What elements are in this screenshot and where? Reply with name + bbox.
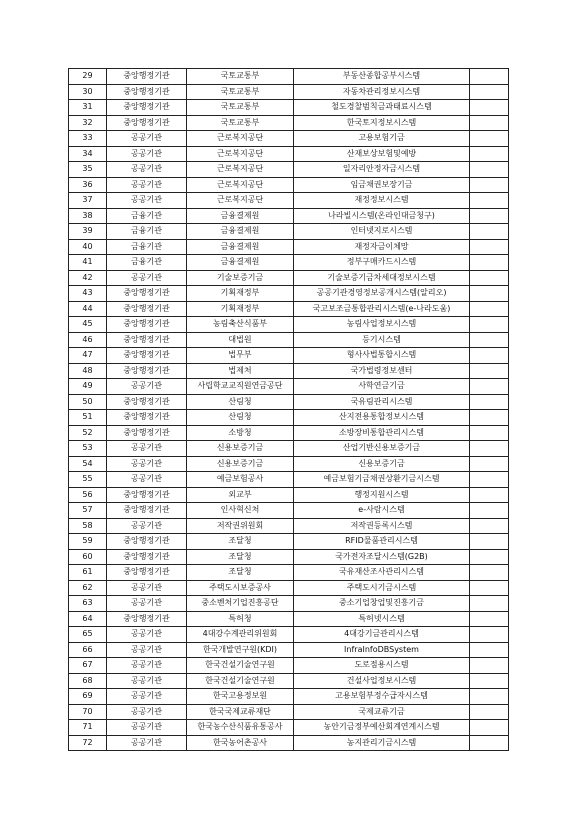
empty-cell	[470, 720, 509, 736]
empty-cell	[470, 177, 509, 193]
empty-cell	[470, 239, 509, 255]
empty-cell	[470, 518, 509, 534]
organization-cell: 신용보증기금	[187, 456, 294, 472]
organization-cell: 신용보증기금	[187, 441, 294, 457]
row-number-cell: 64	[69, 611, 107, 627]
empty-cell	[470, 224, 509, 240]
table-row	[69, 487, 509, 503]
row-number-cell: 55	[69, 472, 107, 488]
agency-type-cell: 공공기관	[107, 162, 187, 178]
organization-cell: 기술보증기금	[187, 270, 294, 286]
row-number-cell: 47	[69, 348, 107, 364]
agency-type-cell: 중앙행정기관	[107, 69, 187, 85]
row-number-cell: 63	[69, 596, 107, 612]
row-number-cell: 35	[69, 162, 107, 178]
organization-cell: 국토교통부	[187, 100, 294, 116]
system-name-cell: 정부구매카드시스템	[294, 255, 470, 271]
agency-type-cell: 중앙행정기관	[107, 549, 187, 565]
agency-type-cell: 중앙행정기관	[107, 503, 187, 519]
empty-cell	[470, 565, 509, 581]
table-row	[69, 348, 509, 364]
row-number-cell: 44	[69, 301, 107, 317]
agency-type-cell: 공공기관	[107, 704, 187, 720]
table-row	[69, 162, 509, 178]
table-row	[69, 317, 509, 333]
system-name-cell: 국고보조금통합관리시스템(e-나라도움)	[294, 301, 470, 317]
system-name-cell: 산재보상보험및예방	[294, 146, 470, 162]
row-number-cell: 42	[69, 270, 107, 286]
row-number-cell: 38	[69, 208, 107, 224]
table-row	[69, 425, 509, 441]
table-row	[69, 131, 509, 147]
system-name-cell: 신용보증기금	[294, 456, 470, 472]
system-name-cell: 주택도시기금시스템	[294, 580, 470, 596]
row-number-cell: 69	[69, 689, 107, 705]
system-name-cell: 자동차관리정보시스템	[294, 84, 470, 100]
table-row	[69, 115, 509, 131]
table-row	[69, 146, 509, 162]
organization-cell: 대법원	[187, 332, 294, 348]
table-row	[69, 394, 509, 410]
system-name-cell: 저작권등록시스템	[294, 518, 470, 534]
empty-cell	[470, 270, 509, 286]
system-name-cell: 건설사업정보시스템	[294, 673, 470, 689]
organization-cell: 한국건설기술연구원	[187, 673, 294, 689]
table-row	[69, 627, 509, 643]
empty-cell	[470, 100, 509, 116]
table-row	[69, 224, 509, 240]
agency-type-cell: 공공기관	[107, 627, 187, 643]
system-name-cell: e-사람시스템	[294, 503, 470, 519]
empty-cell	[470, 208, 509, 224]
empty-cell	[470, 348, 509, 364]
system-name-cell: 도로점용시스템	[294, 658, 470, 674]
empty-cell	[470, 549, 509, 565]
table-row	[69, 642, 509, 658]
system-name-cell: RFID물품관리시스템	[294, 534, 470, 550]
agency-type-cell: 공공기관	[107, 193, 187, 209]
row-number-cell: 68	[69, 673, 107, 689]
table-row	[69, 549, 509, 565]
organization-cell: 금융결제원	[187, 224, 294, 240]
row-number-cell: 31	[69, 100, 107, 116]
agency-type-cell: 중앙행정기관	[107, 348, 187, 364]
organization-cell: 4대강수계관리위원회	[187, 627, 294, 643]
empty-cell	[470, 332, 509, 348]
table-row	[69, 534, 509, 550]
system-name-cell: 사학연금기금	[294, 379, 470, 395]
organization-cell: 중소벤처기업진흥공단	[187, 596, 294, 612]
organization-cell: 한국건설기술연구원	[187, 658, 294, 674]
agency-type-cell: 중앙행정기관	[107, 363, 187, 379]
system-name-cell: 재정정보시스템	[294, 193, 470, 209]
organization-cell: 산림청	[187, 394, 294, 410]
agency-type-cell: 중앙행정기관	[107, 487, 187, 503]
table-body	[69, 69, 509, 751]
row-number-cell: 50	[69, 394, 107, 410]
agency-type-cell: 공공기관	[107, 441, 187, 457]
row-number-cell: 45	[69, 317, 107, 333]
empty-cell	[470, 472, 509, 488]
table-row	[69, 379, 509, 395]
agency-type-cell: 공공기관	[107, 720, 187, 736]
system-name-cell: 국가법령정보센터	[294, 363, 470, 379]
system-name-cell: 등기시스템	[294, 332, 470, 348]
organization-cell: 저작권위원회	[187, 518, 294, 534]
table-row	[69, 720, 509, 736]
empty-cell	[470, 255, 509, 271]
empty-cell	[470, 642, 509, 658]
row-number-cell: 40	[69, 239, 107, 255]
organization-cell: 국토교통부	[187, 115, 294, 131]
table-row	[69, 611, 509, 627]
table-row	[69, 704, 509, 720]
organization-cell: 한국농어촌공사	[187, 735, 294, 751]
organization-cell: 국토교통부	[187, 69, 294, 85]
system-name-cell: 국유림관리시스템	[294, 394, 470, 410]
system-name-cell: 4대강기금관리시스템	[294, 627, 470, 643]
agency-type-cell: 중앙행정기관	[107, 425, 187, 441]
row-number-cell: 67	[69, 658, 107, 674]
agency-type-cell: 중앙행정기관	[107, 410, 187, 426]
system-name-cell: 국제교류기금	[294, 704, 470, 720]
row-number-cell: 54	[69, 456, 107, 472]
empty-cell	[470, 611, 509, 627]
system-name-cell: 중소기업창업및진흥기금	[294, 596, 470, 612]
row-number-cell: 36	[69, 177, 107, 193]
table-row	[69, 363, 509, 379]
empty-cell	[470, 735, 509, 751]
system-name-cell: 나라빌시스템(온라인대금청구)	[294, 208, 470, 224]
system-name-cell: 농림사업정보시스템	[294, 317, 470, 333]
agency-type-cell: 중앙행정기관	[107, 332, 187, 348]
agency-type-cell: 금융기관	[107, 208, 187, 224]
empty-cell	[470, 704, 509, 720]
agency-type-cell: 공공기관	[107, 518, 187, 534]
organization-cell: 조달청	[187, 534, 294, 550]
agency-type-cell: 공공기관	[107, 270, 187, 286]
empty-cell	[470, 425, 509, 441]
empty-cell	[470, 193, 509, 209]
agency-type-cell: 중앙행정기관	[107, 100, 187, 116]
table-row	[69, 84, 509, 100]
empty-cell	[470, 146, 509, 162]
row-number-cell: 30	[69, 84, 107, 100]
agency-type-cell: 공공기관	[107, 456, 187, 472]
agency-type-cell: 공공기관	[107, 642, 187, 658]
row-number-cell: 65	[69, 627, 107, 643]
table-row	[69, 689, 509, 705]
system-list-table	[68, 68, 509, 751]
agency-type-cell: 공공기관	[107, 658, 187, 674]
system-name-cell: 산지전용통합정보시스템	[294, 410, 470, 426]
organization-cell: 근로복지공단	[187, 193, 294, 209]
empty-cell	[470, 69, 509, 85]
organization-cell: 한국개발연구원(KDI)	[187, 642, 294, 658]
agency-type-cell: 공공기관	[107, 580, 187, 596]
table-row	[69, 596, 509, 612]
agency-type-cell: 중앙행정기관	[107, 565, 187, 581]
empty-cell	[470, 689, 509, 705]
system-name-cell: 예금보험기금채권상환기금시스템	[294, 472, 470, 488]
row-number-cell: 60	[69, 549, 107, 565]
table-row	[69, 735, 509, 751]
organization-cell: 조달청	[187, 549, 294, 565]
row-number-cell: 59	[69, 534, 107, 550]
row-number-cell: 33	[69, 131, 107, 147]
system-name-cell: 특허넷시스템	[294, 611, 470, 627]
row-number-cell: 48	[69, 363, 107, 379]
organization-cell: 근로복지공단	[187, 177, 294, 193]
agency-type-cell: 중앙행정기관	[107, 394, 187, 410]
organization-cell: 인사혁신처	[187, 503, 294, 519]
system-name-cell: 공공기관경영정보공개시스템(알리오)	[294, 286, 470, 302]
row-number-cell: 49	[69, 379, 107, 395]
system-name-cell: 소방장비통합관리시스템	[294, 425, 470, 441]
organization-cell: 기획재정부	[187, 286, 294, 302]
organization-cell: 금융결제원	[187, 239, 294, 255]
row-number-cell: 61	[69, 565, 107, 581]
system-name-cell: 농안기금정부예산회계연계시스템	[294, 720, 470, 736]
empty-cell	[470, 410, 509, 426]
empty-cell	[470, 115, 509, 131]
table-row	[69, 301, 509, 317]
system-name-cell: 부동산종합공부시스템	[294, 69, 470, 85]
system-name-cell: 행정지원시스템	[294, 487, 470, 503]
empty-cell	[470, 627, 509, 643]
row-number-cell: 57	[69, 503, 107, 519]
organization-cell: 법제처	[187, 363, 294, 379]
row-number-cell: 62	[69, 580, 107, 596]
empty-cell	[470, 456, 509, 472]
agency-type-cell: 공공기관	[107, 177, 187, 193]
organization-cell: 한국농수산식품유통공사	[187, 720, 294, 736]
table-row	[69, 270, 509, 286]
organization-cell: 금융결제원	[187, 255, 294, 271]
system-name-cell: 한국토지정보시스템	[294, 115, 470, 131]
row-number-cell: 29	[69, 69, 107, 85]
row-number-cell: 43	[69, 286, 107, 302]
empty-cell	[470, 301, 509, 317]
agency-type-cell: 중앙행정기관	[107, 534, 187, 550]
agency-type-cell: 중앙행정기관	[107, 115, 187, 131]
organization-cell: 국토교통부	[187, 84, 294, 100]
empty-cell	[470, 658, 509, 674]
table-row	[69, 100, 509, 116]
table-row	[69, 456, 509, 472]
table-row	[69, 332, 509, 348]
row-number-cell: 58	[69, 518, 107, 534]
organization-cell: 외교부	[187, 487, 294, 503]
table-row	[69, 673, 509, 689]
table-row	[69, 441, 509, 457]
organization-cell: 근로복지공단	[187, 146, 294, 162]
agency-type-cell: 공공기관	[107, 735, 187, 751]
empty-cell	[470, 596, 509, 612]
empty-cell	[470, 673, 509, 689]
agency-type-cell: 공공기관	[107, 596, 187, 612]
table-row	[69, 177, 509, 193]
empty-cell	[470, 84, 509, 100]
row-number-cell: 70	[69, 704, 107, 720]
row-number-cell: 66	[69, 642, 107, 658]
row-number-cell: 37	[69, 193, 107, 209]
empty-cell	[470, 131, 509, 147]
row-number-cell: 56	[69, 487, 107, 503]
system-name-cell: 형사사법통합시스템	[294, 348, 470, 364]
agency-type-cell: 중앙행정기관	[107, 611, 187, 627]
empty-cell	[470, 534, 509, 550]
organization-cell: 산림청	[187, 410, 294, 426]
row-number-cell: 52	[69, 425, 107, 441]
table-row	[69, 255, 509, 271]
organization-cell: 조달청	[187, 565, 294, 581]
organization-cell: 사립학교교직원연금공단	[187, 379, 294, 395]
row-number-cell: 53	[69, 441, 107, 457]
organization-cell: 법무부	[187, 348, 294, 364]
organization-cell: 한국국제교류재단	[187, 704, 294, 720]
agency-type-cell: 금융기관	[107, 224, 187, 240]
agency-type-cell: 공공기관	[107, 146, 187, 162]
system-name-cell: 임금채권보장기금	[294, 177, 470, 193]
empty-cell	[470, 317, 509, 333]
row-number-cell: 34	[69, 146, 107, 162]
agency-type-cell: 중앙행정기관	[107, 286, 187, 302]
row-number-cell: 72	[69, 735, 107, 751]
system-name-cell: 재정자금이체망	[294, 239, 470, 255]
system-name-cell: 고용보험부정수급자시스템	[294, 689, 470, 705]
agency-type-cell: 중앙행정기관	[107, 301, 187, 317]
system-name-cell: 일자리안정자금시스템	[294, 162, 470, 178]
organization-cell: 근로복지공단	[187, 162, 294, 178]
organization-cell: 한국고용정보원	[187, 689, 294, 705]
system-name-cell: 산업기반신용보증기금	[294, 441, 470, 457]
table-row	[69, 286, 509, 302]
row-number-cell: 39	[69, 224, 107, 240]
table-row	[69, 658, 509, 674]
organization-cell: 금융결제원	[187, 208, 294, 224]
empty-cell	[470, 580, 509, 596]
system-name-cell: 기술보증기금차세대정보시스템	[294, 270, 470, 286]
table-row	[69, 580, 509, 596]
table-row	[69, 410, 509, 426]
table-row	[69, 239, 509, 255]
empty-cell	[470, 487, 509, 503]
table-row	[69, 518, 509, 534]
agency-type-cell: 공공기관	[107, 131, 187, 147]
empty-cell	[470, 394, 509, 410]
agency-type-cell: 공공기관	[107, 472, 187, 488]
organization-cell: 주택도시보증공사	[187, 580, 294, 596]
empty-cell	[470, 441, 509, 457]
empty-cell	[470, 503, 509, 519]
organization-cell: 기획재정부	[187, 301, 294, 317]
system-name-cell: 인터넷지로시스템	[294, 224, 470, 240]
empty-cell	[470, 162, 509, 178]
agency-type-cell: 공공기관	[107, 379, 187, 395]
table-row	[69, 503, 509, 519]
row-number-cell: 46	[69, 332, 107, 348]
table-row	[69, 193, 509, 209]
row-number-cell: 51	[69, 410, 107, 426]
organization-cell: 근로복지공단	[187, 131, 294, 147]
system-name-cell: 국유재산조사관리시스템	[294, 565, 470, 581]
agency-type-cell: 중앙행정기관	[107, 84, 187, 100]
empty-cell	[470, 379, 509, 395]
empty-cell	[470, 286, 509, 302]
organization-cell: 예금보험공사	[187, 472, 294, 488]
empty-cell	[470, 363, 509, 379]
organization-cell: 특허청	[187, 611, 294, 627]
row-number-cell: 71	[69, 720, 107, 736]
table-row	[69, 472, 509, 488]
system-name-cell: 철도경찰범칙금과태료시스템	[294, 100, 470, 116]
table-row	[69, 208, 509, 224]
system-name-cell: InfraInfoDBSystem	[294, 642, 470, 658]
agency-type-cell: 공공기관	[107, 689, 187, 705]
system-name-cell: 국가전자조달시스템(G2B)	[294, 549, 470, 565]
system-name-cell: 고용보험기금	[294, 131, 470, 147]
organization-cell: 농림축산식품부	[187, 317, 294, 333]
system-name-cell: 농지관리기금시스템	[294, 735, 470, 751]
table-row	[69, 565, 509, 581]
agency-type-cell: 중앙행정기관	[107, 317, 187, 333]
agency-type-cell: 금융기관	[107, 255, 187, 271]
agency-type-cell: 금융기관	[107, 239, 187, 255]
organization-cell: 소방청	[187, 425, 294, 441]
table-row	[69, 69, 509, 85]
agency-type-cell: 공공기관	[107, 673, 187, 689]
row-number-cell: 41	[69, 255, 107, 271]
row-number-cell: 32	[69, 115, 107, 131]
